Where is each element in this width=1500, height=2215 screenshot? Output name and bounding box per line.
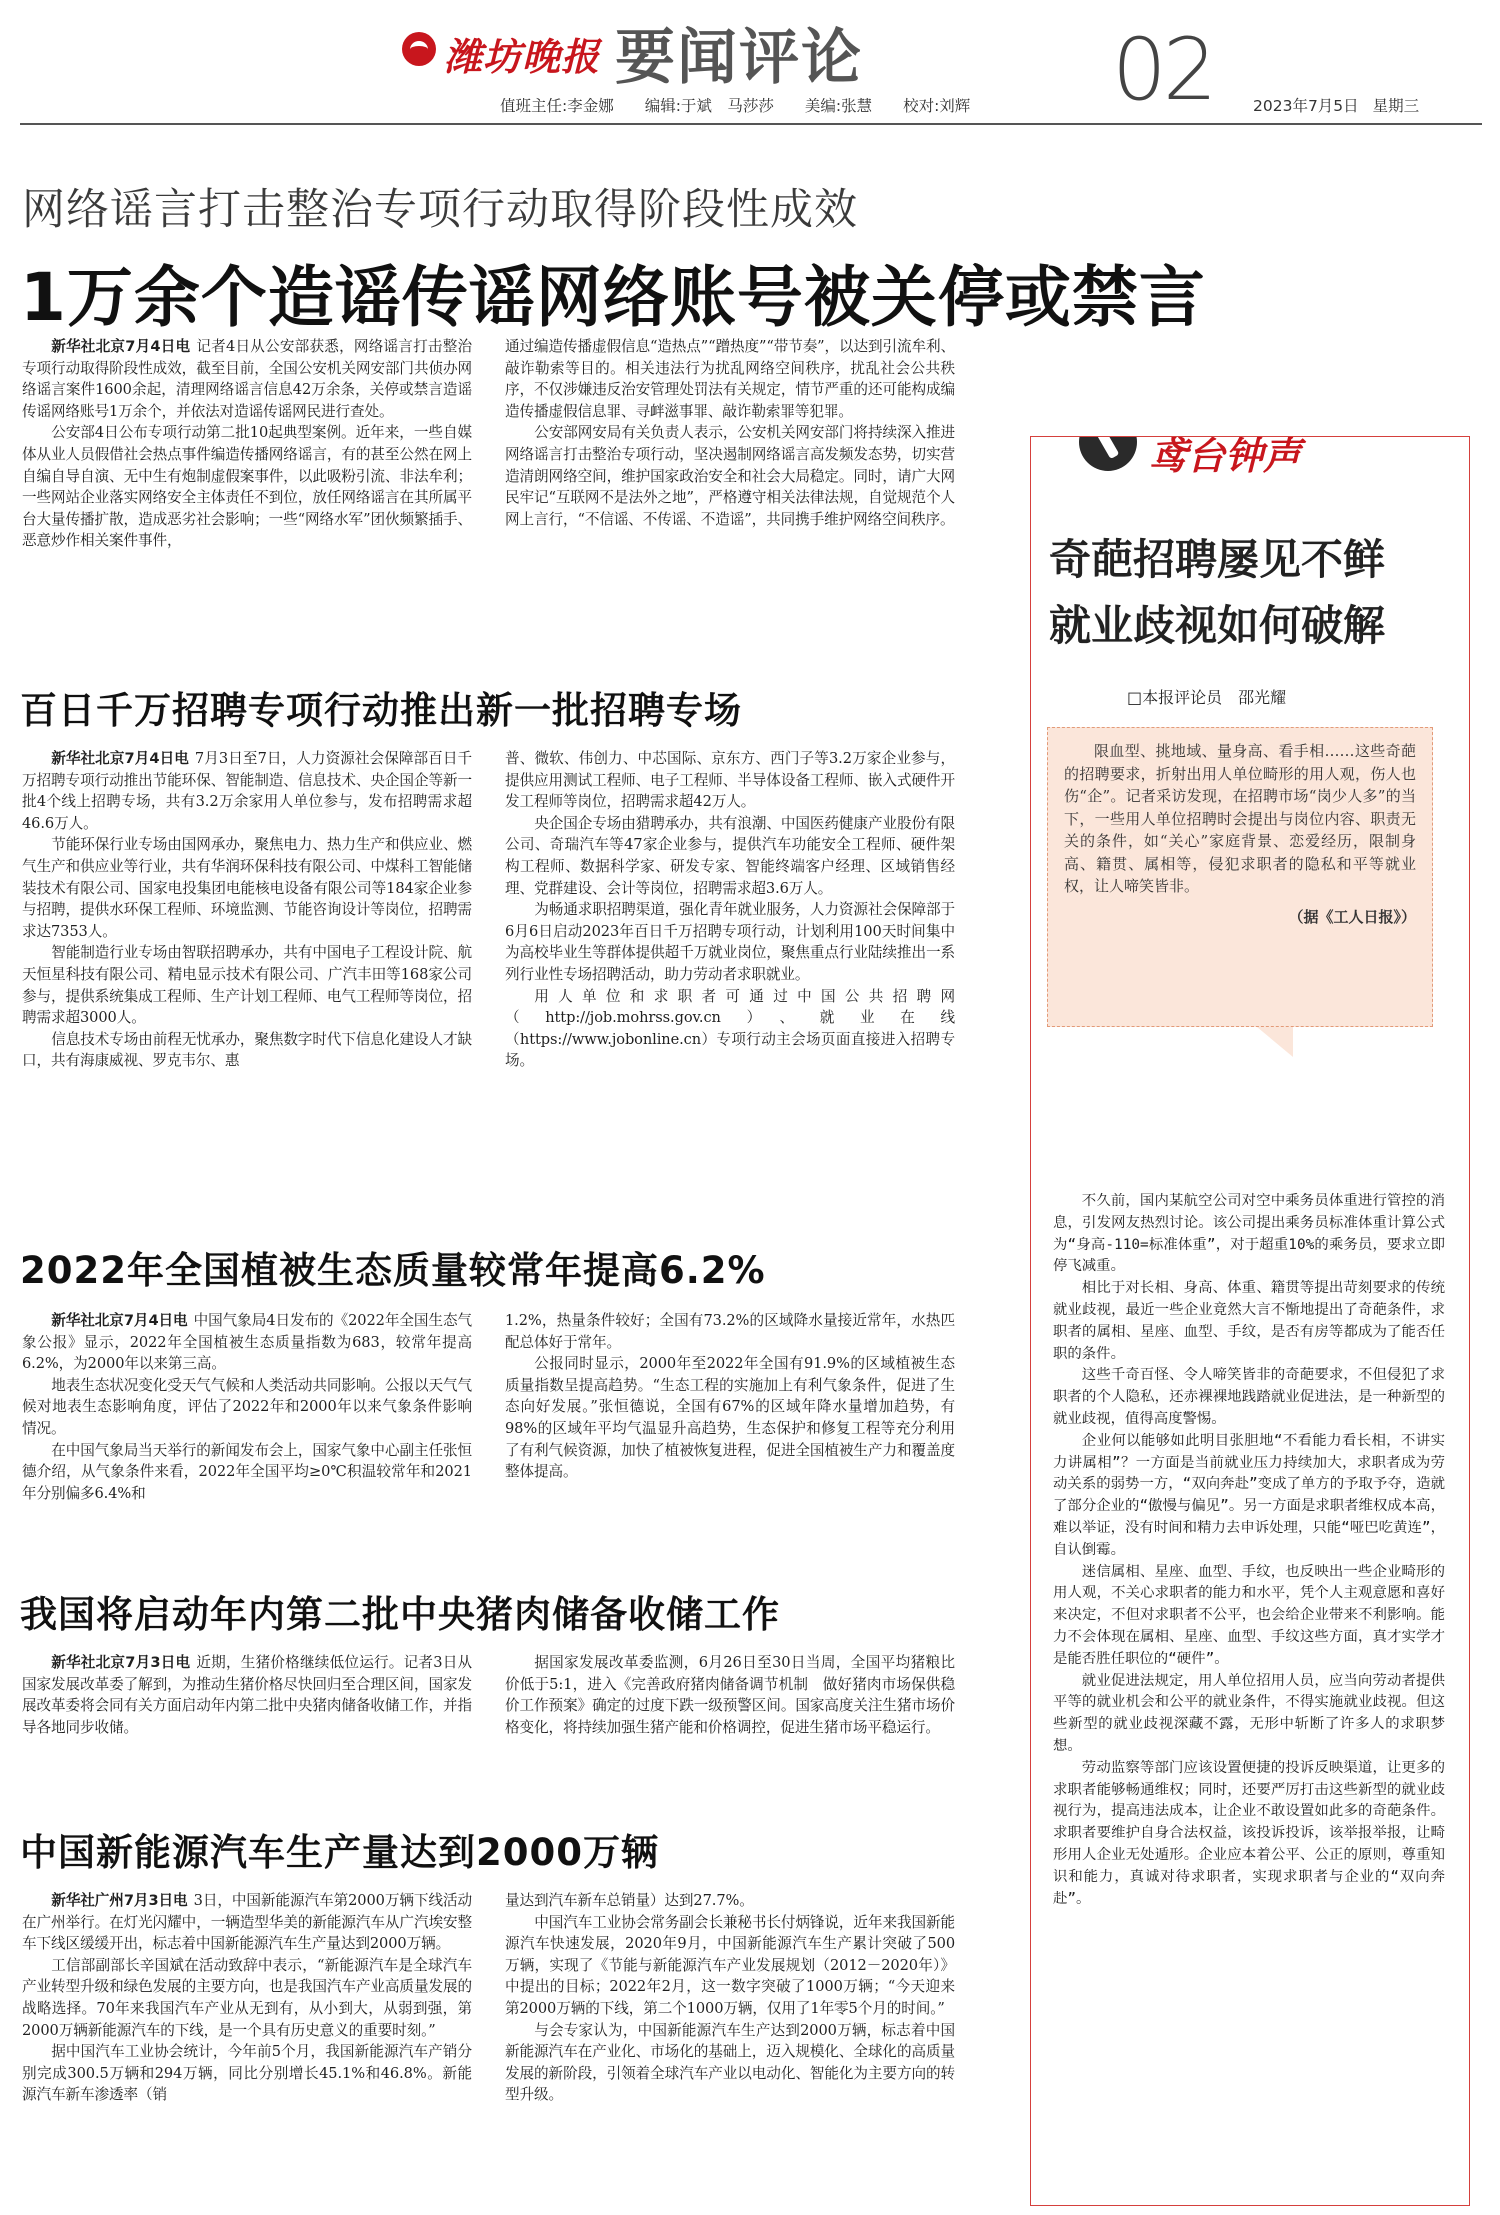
commentary-body: 不久前，国内某航空公司对空中乘务员体重进行管控的消息，引发网友热烈讨论。该公司提出乘务员标准体重计算公式为“身高-110=标准体重”，对于超重10%的乘务员，要求立即停飞减重。 相比于对长相、身高、体重、籍贯等提出苛刻要求的传统就业歧视，最近一些企业竟然大言不惭地提出了奇葩条件，求职者的属相、星座、血型、手纹，是否有房等都成为了能否任职的条件。 这些千奇百怪、令人啼笑皆非的奇葩要求，不但侵犯了求职者的个人隐私，还赤裸裸地践踏就业促进法，是一种新型的就业歧视，值得高度警惕。 企业何以能够如此明目张胆地“不看能力看长相，不讲实力讲属相”？一方面是当前就业压力持续加大，求职者成为劳动关系的弱势一方，“双向奔赴”变成了单方的予取予夺，造就了部分企业的“傲慢与偏见”。另一方面是求职者维权成本高，难以举证，没有时间和精力去申诉处理，只能“哑巴吃黄连”，自认倒霉。 迷信属相、星座、血型、手纹，也反映出一些企业畸形的用人观，不关心求职者的能力和水平，凭个人主观意愿和喜好来决定，不但对求职者不公平，也会给企业带来不利影响。能力不会体现在属相、星座、血型、手纹这些方面，真才实学才是能否胜任职位的“硬件”。 就业促进法规定，用人单位招用人员，应当向劳动者提供平等的就业机会和公平的就业条件，不得实施就业歧视。但这些新型的就业歧视深藏不露，无形中斩断了许多人的求职梦想。 劳动监察等部门应该设置便捷的投诉反映渠道，让更多的求职者能够畅通维权；同时，还要严厉打击这些新型的就业歧视行为，提高违法成本，让企业不敢设置如此多的奇葩条件。求职者要维护自身合法权益，该投诉投诉，该举报举报，让畸形用人企业无处遁形。企业应本着公平、公正的原则，尊重知识和能力，真诚对待求职者，实现求职者与企业的“双向奔赴”。	[1053, 1193, 1445, 1907]
paper-name: 潍坊晚报	[444, 35, 601, 79]
quote-box-notch	[1257, 1027, 1293, 1057]
story4-col2: 据国家发展改革委监测，6月26日至30日当周，全国平均猪粮比价低于5:1，进入《完善政府猪肉储备调节机制 做好猪肉市场保供稳价工作预案》确定的过度下跌一级预警区间。国家高度关注生猪市场价格变化，将持续加强生猪产能和价格调控，促进生猪市场平稳运行。	[505, 1654, 955, 1736]
story3-headline: 2022年全国植被生态质量较常年提高6.2%	[20, 1249, 766, 1292]
lead-headline: 1万余个造谣传谣网络账号被关停或禁言	[20, 259, 1206, 336]
quote-source: （据《工人日报》）	[1288, 907, 1416, 926]
page-number: 02	[1112, 20, 1214, 120]
commentary-title-2: 就业歧视如何破解	[1049, 601, 1386, 650]
column-name: 鸢台钟声	[1143, 436, 1307, 480]
masthead	[0, 0, 1500, 128]
story2-col1: 新华社北京7月4日电 7月3日至7日，人力资源社会保障部百日千万招聘专项行动推出节能环保、智能制造、信息技术、央企国企等新一批4个线上招聘专场，共有3.2万余家用人单位参与，发布招聘需求超46.6万人。 节能环保行业专场由国网承办，聚焦电力、热力生产和供应业、燃气生产和供应业等行业，共有华润环保科技有限公司、中煤科工智能储装技术有限公司、国家电投集团电能核电设备有限公司等184家企业参与招聘，提供水环保工程师、环境监测、节能咨询设计等岗位，招聘需求达7353人。 智能制造行业专场由智联招聘承办，共有中国电子工程设计院、航天恒星科技有限公司、精电显示技术有限公司、广汽丰田等168家公司参与，提供系统集成工程师、生产计划工程师、电气工程师等岗位，招聘需求超3000人。 信息技术专场由前程无忧承办，聚焦数字时代下信息化建设人才缺口，共有海康威视、罗克韦尔、惠	[22, 750, 472, 1070]
lead-story-col2: 通过编造传播虚假信息“造热点”“蹭热度”“带节奏”，以达到引流牟利、敲诈勒索等目的。相关违法行为扰乱网络空间秩序，扰乱社会公共秩序，不仅涉嫌违反治安管理处罚法有关规定，情节严重的还可能构成编造传播虚假信息罪、寻衅滋事罪、敲诈勒索罪等犯罪。 公安部网安局有关负责人表示，公安机关网安部门将持续深入推进网络谣言打击整治专项行动，坚决遏制网络谣言高发频发态势，切实营造清朗网络空间，维护国家政治安全和社会大局稳定。同时，请广大网民牢记“互联网不是法外之地”，严格遵守相关法律法规，自觉规范个人网上言行，“不信谣、不传谣、不造谣”，共同携手维护网络空间秩序。	[505, 338, 955, 528]
section-title: 要闻评论	[615, 23, 863, 93]
commentary-title-1: 奇葩招聘屡见不鲜	[1049, 535, 1386, 584]
story5-headline: 中国新能源汽车生产量达到2000万辆	[20, 1831, 659, 1874]
masthead-rule	[20, 123, 1482, 125]
story5-col1: 新华社广州7月3日电 3日，中国新能源汽车第2000万辆下线活动在广州举行。在灯光闪耀中，一辆造型华美的新能源汽车从广汽埃安整车下线区缓缓开出，标志着中国新能源汽车生产量达到2000万辆。 工信部副部长辛国斌在活动致辞中表示，“新能源汽车是全球汽车产业转型升级和绿色发展的主要方向，也是我国汽车产业高质量发展的战略选择。70年来我国汽车产业从无到有，从小到大，从弱到强，第2000万辆新能源汽车的下线，是一个具有历史意义的重要时刻。” 据中国汽车工业协会统计，今年前5个月，我国新能源汽车产销分别完成300.5万辆和294万辆，同比分别增长45.1%和46.8%。新能源汽车新车渗透率（销	[22, 1892, 473, 2104]
story3-col2: 1.2%，热量条件较好；全国有73.2%的区域降水量接近常年，水热匹配总体好于常年。 公报同时显示，2000年至2022年全国有91.9%的区域植被生态质量指数呈提高趋势。“生态工程的实施加上有利气象条件，促进了生态向好发展。”张恒德说，全国有67%的区域年降水量增加趋势，有98%的区域年平均气温显升高趋势，生态保护和修复工程等充分利用了有利气候资源，加快了植被恢复进程，促进全国植被生产力和覆盖度整体提高。	[505, 1312, 955, 1481]
quote-box	[1047, 727, 1433, 1027]
story5-col2: 量达到汽车新车总销量）达到27.7%。 中国汽车工业协会常务副会长兼秘书长付炳锋说，近年来我国新能源汽车快速发展，2020年9月，中国新能源汽车生产累计突破了500万辆，实现了《节能与新能源汽车产业发展规划（2012－2020年）》中提出的目标；2022年2月，这一数字突破了1000万辆；“今天迎来第2000万辆的下线，第二个1000万辆，仅用了1年零5个月的时间。” 与会专家认为，中国新能源汽车生产达到2000万辆，标志着中国新能源汽车在产业化、市场化的基础上，迈入规模化、全球化的高质量发展的新阶段，引领着全球汽车产业以电动化、智能化为主要方向的转型升级。	[505, 1892, 955, 2104]
staff-line: 值班主任:李金娜 编辑:于斌 马莎莎 美编:张慧 校对:刘辉	[500, 97, 971, 115]
lead-kicker: 网络谣言打击整治专项行动取得阶段性成效	[22, 185, 858, 235]
lead-story-col1: 新华社北京7月4日电 记者4日从公安部获悉，网络谣言打击整治专项行动取得阶段性成效，截至目前，全国公安机关网安部门共侦办网络谣言案件1600余起，清理网络谣言信息42万余条，关停或禁言造谣传谣网络账号1万余个，并依法对造谣传谣网民进行查处。 公安部4日公布专项行动第二批10起典型案例。近年来，一些自媒体从业人员假借社会热点事件编造传播网络谣言，有的甚至公然在网上自编自导自演、无中生有炮制虚假案事件，以此吸粉引流、非法牟利；一些网站企业落实网络安全主体责任不到位，放任网络谣言在其所属平台大量传播扩散，造成恶劣社会影响；一些“网络水军”团伙频繁插手、恶意炒作相关案件事件，	[22, 338, 473, 550]
story4-col1: 新华社北京7月3日电 近期，生猪价格继续低位运行。记者3日从国家发展改革委了解到，为推动生猪价格尽快回归至合理区间，国家发展改革委将会同有关方面启动年内第二批中央猪肉储备收储工作，并指导各地同步收储。	[22, 1654, 473, 1736]
story2-headline: 百日千万招聘专项行动推出新一批招聘专场	[20, 689, 742, 732]
story2-col2: 普、微软、伟创力、中芯国际、京东方、西门子等3.2万家企业参与，提供应用测试工程师、电子工程师、半导体设备工程师、嵌入式硬件开发工程师等岗位，招聘需求超42万人。 央企国企专场由猎聘承办，共有浪潮、中国医药健康产业股份有限公司、奇瑞汽车等47家企业参与，提供汽车功能安全工程师、硬件架构工程师、数据科学家、研发专家、智能终端客户经理、区域销售经理、党群建设、会计等岗位，招聘需求超3.6万人。 为畅通求职招聘渠道，强化青年就业服务，人力资源社会保障部于6月6日启动2023年百日千万招聘专项行动，计划利用100天时间集中为高校毕业生等群体提供超千万就业岗位，聚焦重点行业陆续推出一系列行业性专场招聘活动，助力劳动者求职就业。 用人单位和求职者可通过中国公共招聘网（http://job.mohrss.gov.cn）、就业在线（https://www.jobonline.cn）专项行动主会场页面直接进入招聘专场。	[505, 750, 955, 1070]
commentary-byline: □本报评论员 邵光耀	[1127, 688, 1287, 707]
quote-text: 限血型、挑地域、量身高、看手相……这些奇葩的招聘要求，折射出用人单位畸形的用人观，伤人也伤“企”。记者采访发现，在招聘市场“岗少人多”的当下，一些用人单位招聘时会提出与岗位内容、职责无关的条件，如“关心”家庭背景、恋爱经历，限制身高、籍贯、属相等，侵犯求职者的隐私和平等就业权，让人啼笑皆非。	[1064, 742, 1416, 895]
story3-col1: 新华社北京7月4日电 中国气象局4日发布的《2022年全国生态气象公报》显示，2022年全国植被生态质量指数为683，较常年提高6.2%，为2000年以来第三高。 地表生态状况变化受天气气候和人类活动共同影响。公报以天气气候对地表生态影响角度，评估了2022年和2000年以来气象条件影响情况。 在中国气象局当天举行的新闻发布会上，国家气象中心副主任张恒德介绍，从气象条件来看，2022年全国平均≥0℃积温较常年和2021年分别偏多6.4%和	[22, 1312, 473, 1502]
story4-headline: 我国将启动年内第二批中央猪肉储备收储工作	[20, 1593, 780, 1636]
paper-logo-mark-icon	[410, 41, 428, 58]
commentary-box	[1030, 436, 1470, 2206]
issue-date: 2023年7月5日 星期三	[1253, 97, 1420, 115]
